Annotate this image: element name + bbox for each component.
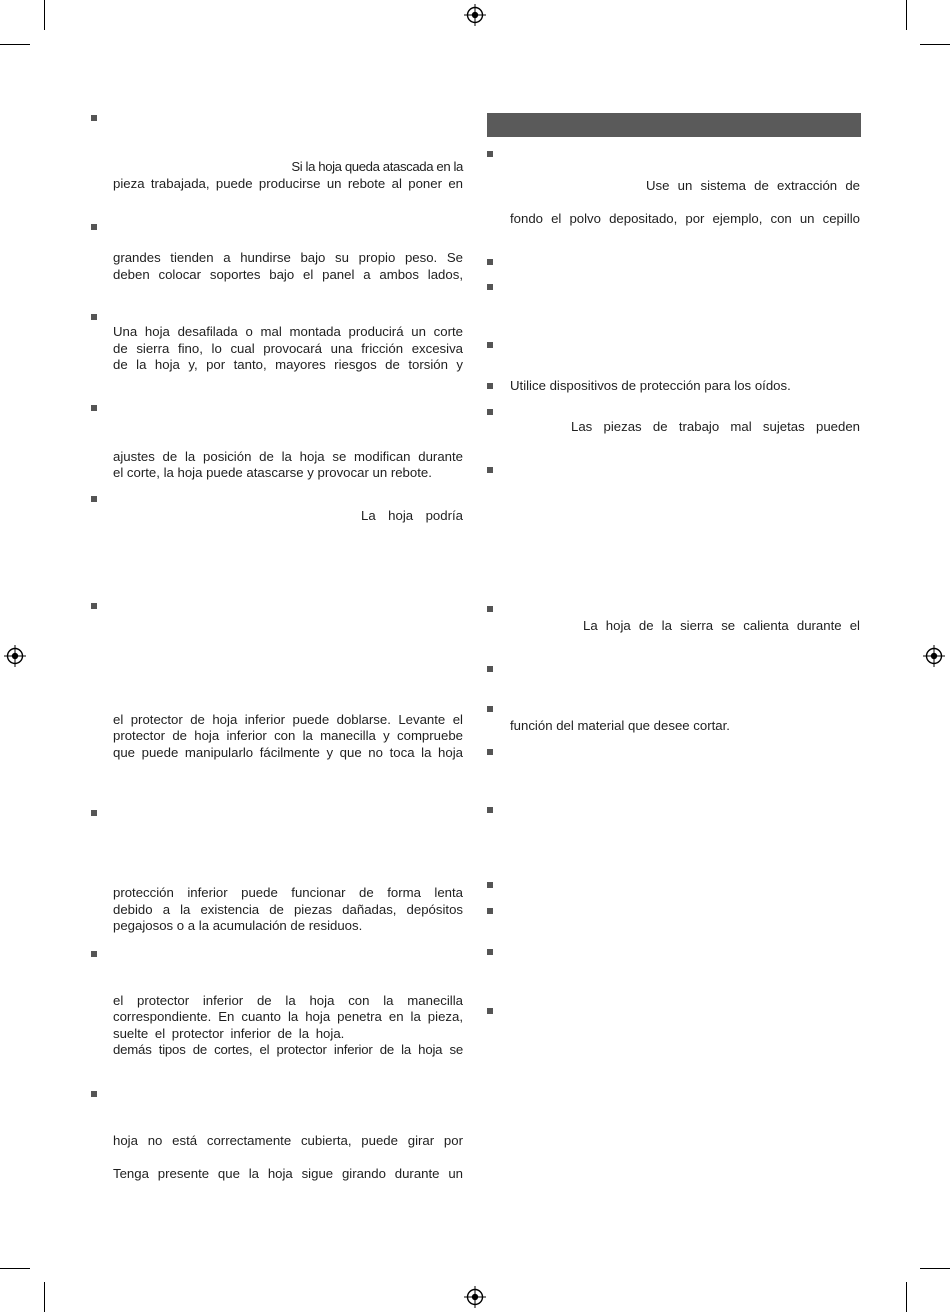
crop-mark xyxy=(920,1268,950,1269)
bullet-icon xyxy=(487,383,493,389)
text-line: demás tipos de cortes, el protector inferior de la hoja se xyxy=(113,1042,463,1057)
bullet-icon xyxy=(91,1091,97,1097)
registration-mark-icon xyxy=(464,1286,486,1308)
bullet-icon xyxy=(487,151,493,157)
bullet-icon xyxy=(487,706,493,712)
bullet-icon xyxy=(91,810,97,816)
text-line: función del material que desee cortar. xyxy=(510,718,730,733)
bullet-icon xyxy=(487,259,493,265)
text-line: debido a la existencia de piezas dañadas, depósitos xyxy=(113,902,463,917)
bullet-icon xyxy=(487,749,493,755)
bullet-icon xyxy=(91,405,97,411)
bullet-icon xyxy=(487,949,493,955)
text-line: Utilice dispositivos de protección para los oídos. xyxy=(510,378,791,393)
bullet-icon xyxy=(487,342,493,348)
bullet-icon xyxy=(487,666,493,672)
crop-mark xyxy=(920,44,950,45)
bullet-icon xyxy=(91,951,97,957)
bullet-icon xyxy=(91,314,97,320)
text-line: pieza trabajada, puede producirse un rebote al poner en xyxy=(113,176,463,191)
text-line: deben colocar soportes bajo el panel a ambos lados, xyxy=(113,267,463,282)
section-header-bar xyxy=(487,113,861,137)
registration-mark-icon xyxy=(464,4,486,26)
bullet-icon xyxy=(91,115,97,121)
text-line: fondo el polvo depositado, por ejemplo, con un cepillo xyxy=(510,211,860,226)
crop-mark xyxy=(44,1282,45,1312)
registration-mark-icon xyxy=(923,645,945,667)
bullet-icon xyxy=(487,882,493,888)
text-line: Las piezas de trabajo mal sujetas pueden xyxy=(571,419,860,434)
text-line: protector de hoja inferior con la manecilla y compruebe xyxy=(113,728,463,743)
bullet-icon xyxy=(91,603,97,609)
bullet-icon xyxy=(487,1008,493,1014)
crop-mark xyxy=(906,1282,907,1312)
text-line: Use un sistema de extracción de xyxy=(646,178,860,193)
text-line: ajustes de la posición de la hoja se modifican durante xyxy=(113,449,463,464)
bullet-icon xyxy=(487,908,493,914)
text-line: Tenga presente que la hoja sigue girando durante un xyxy=(113,1166,463,1181)
text-line: Una hoja desafilada o mal montada producirá un corte xyxy=(113,324,463,339)
bullet-icon xyxy=(487,409,493,415)
text-line: el protector de hoja inferior puede doblarse. Levante el xyxy=(113,712,463,727)
text-line: el protector inferior de la hoja con la manecilla xyxy=(113,993,463,1008)
crop-mark xyxy=(0,44,30,45)
text-line: protección inferior puede funcionar de forma lenta xyxy=(113,885,463,900)
text-line: La hoja podría xyxy=(361,508,463,523)
bullet-icon xyxy=(487,284,493,290)
crop-mark xyxy=(44,0,45,30)
text-line: de la hoja y, por tanto, mayores riesgos de torsión y xyxy=(113,357,463,372)
bullet-icon xyxy=(487,807,493,813)
crop-mark xyxy=(0,1268,30,1269)
crop-mark xyxy=(906,0,907,30)
text-line: que puede manipularlo fácilmente y que no toca la hoja xyxy=(113,745,463,760)
registration-mark-icon xyxy=(4,645,26,667)
text-line: de sierra fino, lo cual provocará una fricción excesiva xyxy=(113,341,463,356)
text-line: el corte, la hoja puede atascarse y provocar un rebote. xyxy=(113,465,432,480)
text-line: Si la hoja queda atascada en la xyxy=(291,159,463,174)
text-line: pegajosos o a la acumulación de residuos. xyxy=(113,918,363,933)
bullet-icon xyxy=(487,606,493,612)
text-line: grandes tienden a hundirse bajo su propio peso. Se xyxy=(113,250,463,265)
bullet-icon xyxy=(91,224,97,230)
text-line: suelte el protector inferior de la hoja. xyxy=(113,1026,345,1041)
bullet-icon xyxy=(487,467,493,473)
text-line: La hoja de la sierra se calienta durante el xyxy=(583,618,860,633)
text-line: correspondiente. En cuanto la hoja penetra en la pieza, xyxy=(113,1009,463,1024)
bullet-icon xyxy=(91,496,97,502)
text-line: hoja no está correctamente cubierta, puede girar por xyxy=(113,1133,463,1148)
